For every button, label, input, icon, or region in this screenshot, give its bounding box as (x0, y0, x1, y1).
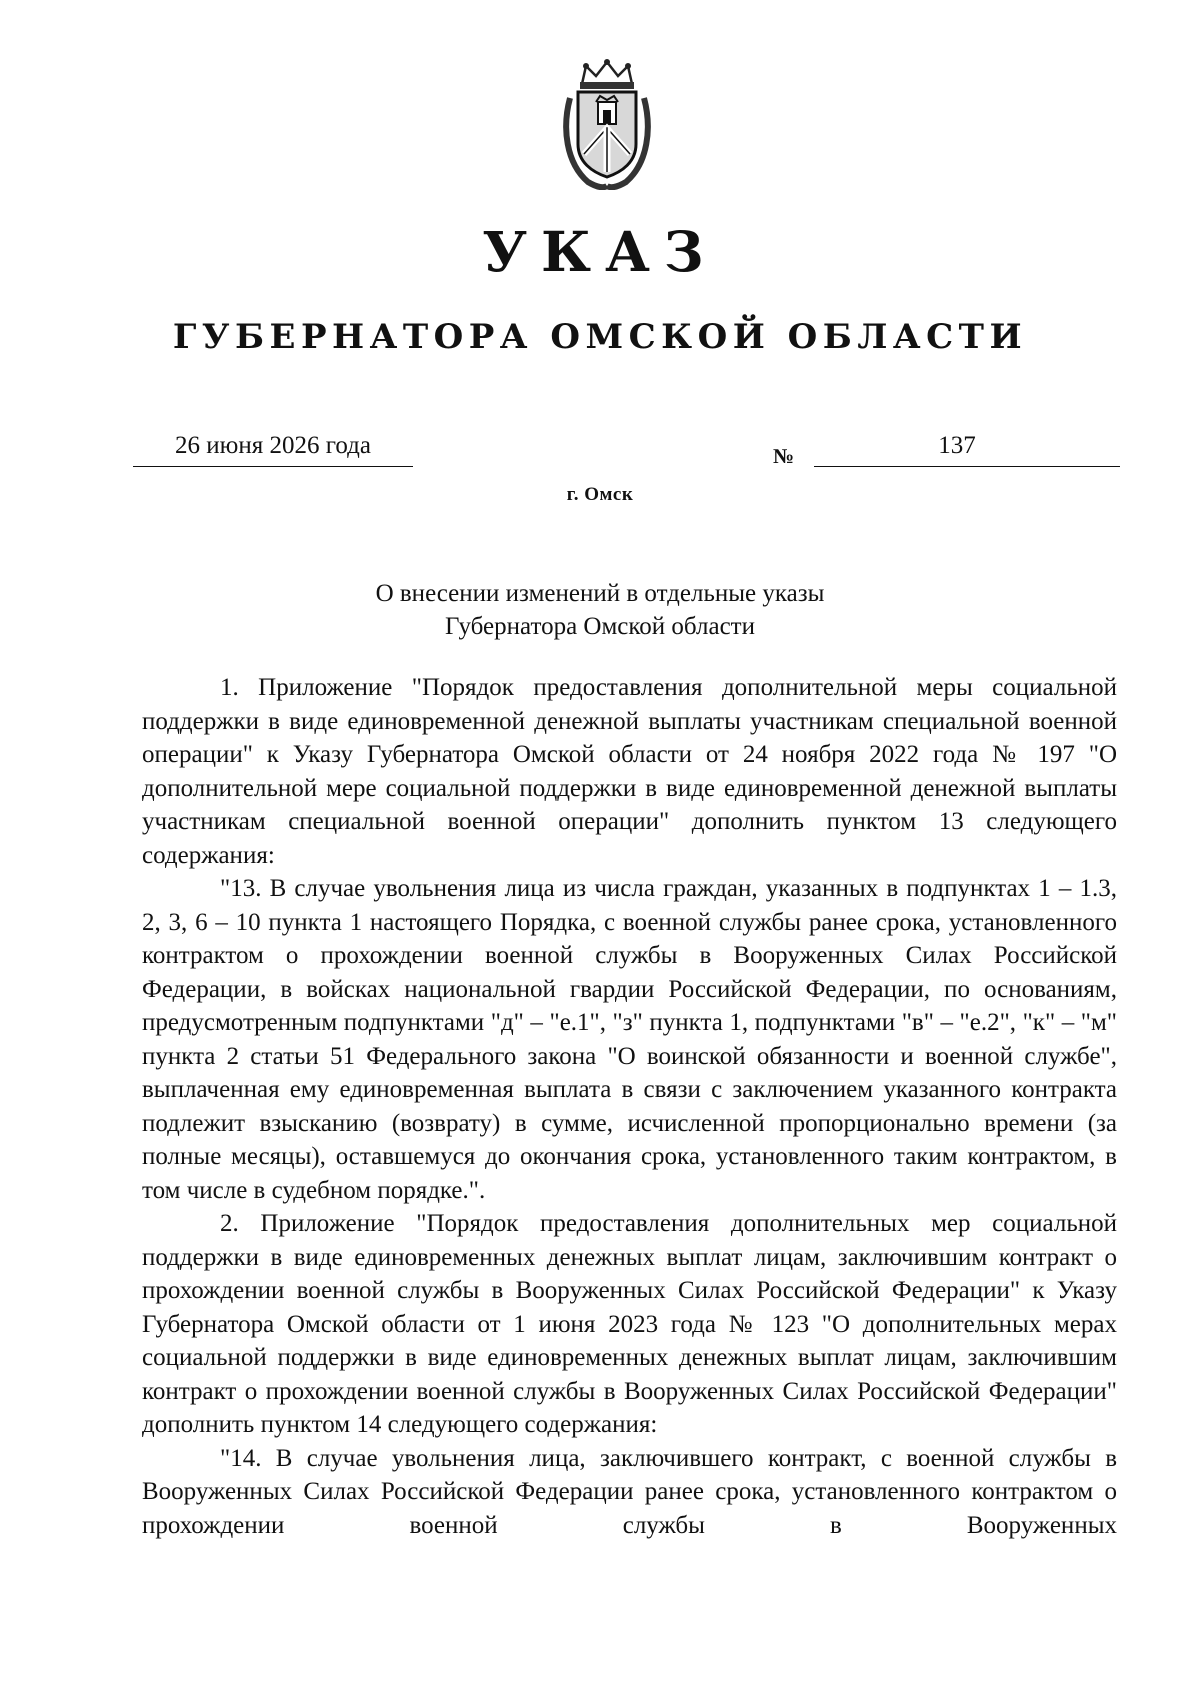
subject-line-1: О внесении изменений в отдельные указы (375, 580, 825, 607)
document-body (142, 671, 1117, 1542)
document-subject (0, 577, 1200, 643)
number-label: № (773, 444, 795, 468)
document-number-field (814, 430, 1120, 467)
document-title: УКАЗ (482, 219, 718, 284)
document-number: 137 (938, 432, 976, 459)
subject-line-2: Губернатора Омской области (445, 613, 755, 640)
document-city: г. Омск (566, 484, 634, 505)
coat-of-arms-icon (560, 58, 654, 190)
paragraph-1: 1. Приложение "Порядок предоставления дополнительной меры социальной поддержки в виде единовременной денежной выплаты участникам специальной военной операции" к Указу Губернатора Омской области от 24 ноября 2022 года № 197 "О дополнительной мере социальной поддержки в виде единовременной денежной выплаты участникам специальной военной операции" дополнить пунктом 13 следующего содержания: (142, 674, 1117, 869)
paragraph-quote-14: "14. В случае увольнения лица, заключившего контракт, с военной службы в Вооруженных Силах Российской Федерации ранее срока, установленного контрактом о прохождении военной службы в Вооруженных (142, 1444, 1117, 1539)
document-issuer: ГУБЕРНАТОРА ОМСКОЙ ОБЛАСТИ (172, 317, 1028, 357)
paragraph-2: 2. Приложение "Порядок предоставления дополнительных мер социальной поддержки в виде единовременных денежных выплат лицам, заключившим контракт о прохождении военной службы в Вооруженных Силах Российской Федерации" к Указу Губернатора Омской области от 1 июня 2023 года № 123 "О дополнительных мерах социальной поддержки в виде единовременных денежных выплат лицам, заключившим контракт о прохождении военной службы в Вооруженных Силах Российской Федерации" дополнить пунктом 14 следующего содержания: (142, 1210, 1117, 1438)
paragraph-quote-13: "13. В случае увольнения лица из числа граждан, указанных в подпунктах 1 – 1.3, 2, 3, 6 – 10 пункта 1 настоящего Порядка, с военной службы ранее срока, установленного контрактом о прохождении военной службы в Вооруженных Силах Российской Федерации, в войсках национальной гвардии Российской Федерации, по основаниям, предусмотренным подпунктами "д" – "е.1", "з" пункта 1, подпунктами "в" – "е.2", "к" – "м" пункта 2 статьи 51 Федерального закона "О воинской обязанности и военной службе", выплаченная ему единовременная выплата в связи с заключением указанного контракта подлежит взысканию (возврату) в сумме, исчисленной пропорционально времени (за полные месяцы), оставшемуся до окончания срока, установленного таким контрактом, в том числе в судебном порядке.". (142, 875, 1117, 1204)
document-date: 26 июня 2026 года (133, 430, 413, 467)
